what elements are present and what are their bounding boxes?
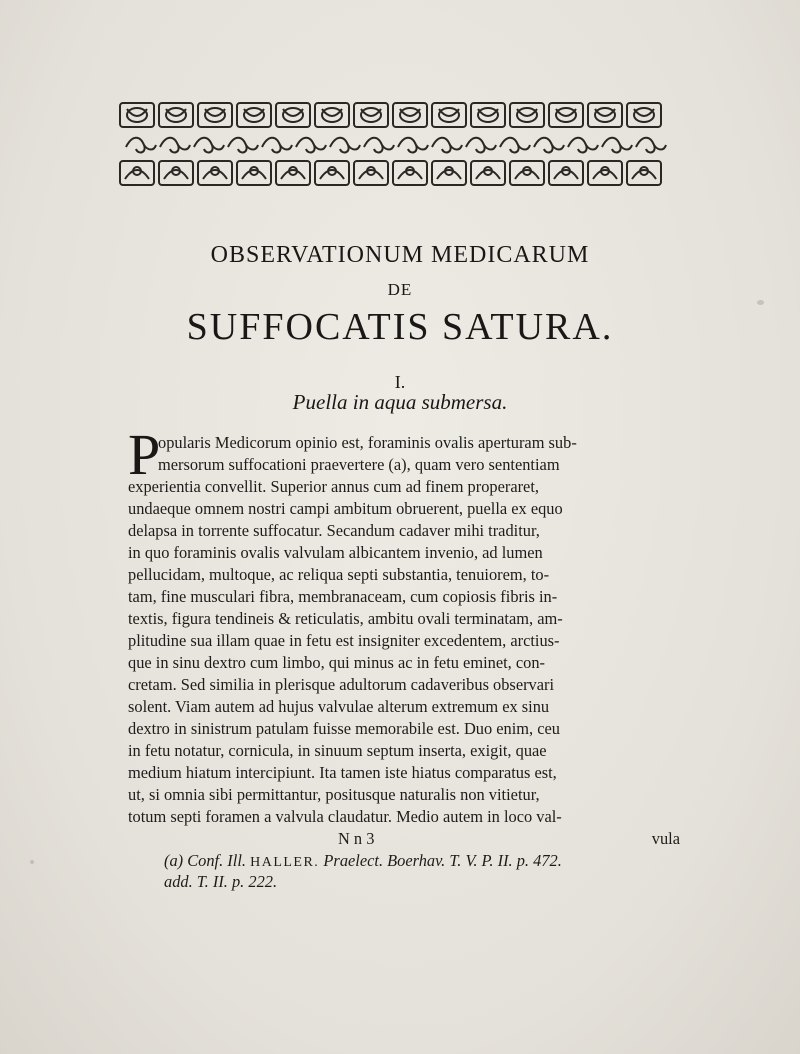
- ornament-row-middle: [126, 138, 666, 153]
- text-line: medium hiatum intercipiunt. Ita tamen iste hiatus comparatus est,: [128, 763, 557, 782]
- ornament-medallion: [315, 161, 349, 185]
- ornament-medallion: [627, 103, 661, 127]
- catchword: vula: [651, 829, 680, 848]
- decorative-headpiece: [112, 95, 672, 195]
- section-title: Puella in aqua submersa.: [292, 390, 508, 414]
- footnote-line-1: [128, 850, 680, 871]
- ornament-medallion: [120, 103, 154, 127]
- heading-observationum: OBSERVATIONUM MEDICARUM: [210, 242, 590, 268]
- ornament-scroll: [262, 138, 292, 153]
- ornament-medallion: [549, 103, 583, 127]
- page-footer-marks: [128, 828, 680, 850]
- ornament-row-bottom: [120, 161, 661, 185]
- ornament-scroll: [500, 138, 530, 153]
- drop-cap: P: [128, 422, 161, 487]
- paper-stain: [30, 860, 34, 864]
- text-line: in quo foraminis ovalis valvulam albicantem invenio, ad lumen: [128, 543, 543, 562]
- ornament-medallion: [471, 161, 505, 185]
- ornament-medallion: [393, 161, 427, 185]
- footnote-author: HALLER.: [250, 855, 320, 870]
- text-line: experientia convellit. Superior annus cum ad finem properaret,: [128, 477, 539, 496]
- ornament-medallion: [276, 103, 310, 127]
- signature-mark: N n 3: [338, 829, 375, 848]
- ornament-medallion: [549, 161, 583, 185]
- ornament-medallion: [432, 103, 466, 127]
- ornament-scroll: [228, 138, 258, 153]
- ornament-medallion: [237, 161, 271, 185]
- footnote-line-2: add. T. II. p. 222.: [164, 872, 278, 891]
- footnote-mark: (a): [164, 851, 184, 870]
- ornament-scroll: [194, 138, 224, 153]
- ornament-medallion: [198, 161, 232, 185]
- text-line: mersorum suffocationi praevertere (a), quam vero sententiam: [158, 455, 560, 474]
- ornament-medallion: [354, 161, 388, 185]
- text-line: opularis Medicorum opinio est, foraminis ovalis aperturam sub-: [158, 433, 577, 452]
- section-number: I.: [394, 372, 406, 392]
- ornament-medallion: [393, 103, 427, 127]
- ornament-scroll: [602, 138, 632, 153]
- paper-stain: [757, 300, 764, 305]
- text-line: dextro in sinistrum patulam fuisse memorabile est. Duo enim, ceu: [128, 719, 560, 738]
- ornament-medallion: [471, 103, 505, 127]
- text-line: in fetu notatur, cornicula, in sinuum septum inserta, exigit, quae: [128, 741, 547, 760]
- ornament-medallion: [510, 161, 544, 185]
- ornament-medallion: [276, 161, 310, 185]
- ornament-medallion: [588, 161, 622, 185]
- ornament-row-top: [120, 103, 661, 127]
- ornament-medallion: [198, 103, 232, 127]
- ornament-scroll: [398, 138, 428, 153]
- ornament-medallion: [159, 161, 193, 185]
- text-line: pellucidam, multoque, ac reliqua septi substantia, tenuiorem, to-: [128, 565, 550, 584]
- text-line: tam, fine musculari fibra, membranaceam, cum copiosis fibris in-: [128, 587, 558, 606]
- ornament-scroll: [126, 138, 156, 153]
- ornament-scroll: [534, 138, 564, 153]
- ornament-medallion: [237, 103, 271, 127]
- ornament-scroll: [296, 138, 326, 153]
- ornament-scroll: [160, 138, 190, 153]
- ornament-medallion: [510, 103, 544, 127]
- text-line: totum septi foramen a valvula claudatur. Medio autem in loco val-: [128, 807, 562, 826]
- heading-de: DE: [387, 280, 413, 299]
- text-line: solent. Viam autem ad hujus valvulae alterum extremum ex sinu: [128, 697, 550, 716]
- footnote-ref-pre: Conf. Ill.: [187, 851, 246, 870]
- ornament-scroll: [568, 138, 598, 153]
- ornament-scroll: [636, 138, 666, 153]
- text-line: textis, figura tendineis & reticulatis, ambitu ovali terminatam, am-: [128, 609, 563, 628]
- ornament-scroll: [466, 138, 496, 153]
- heading-suffocatis: SUFFOCATIS SATURA.: [186, 306, 614, 348]
- text-line: que in sinu dextro cum limbo, qui minus ac in fetu eminet, con-: [128, 653, 545, 672]
- ornament-medallion: [432, 161, 466, 185]
- text-line: ut, si omnia sibi permittantur, positusque naturalis non vitietur,: [128, 785, 540, 804]
- body-text: [128, 422, 680, 892]
- text-line: undaeque omnem nostri campi ambitum obruerent, puella ex equo: [128, 499, 563, 518]
- text-line: delapsa in torrente suffocatur. Secandum cadaver mihi traditur,: [128, 521, 540, 540]
- ornament-medallion: [120, 161, 154, 185]
- ornament-scroll: [330, 138, 360, 153]
- ornament-medallion: [159, 103, 193, 127]
- ornament-medallion: [315, 103, 349, 127]
- ornament-scroll: [364, 138, 394, 153]
- ornament-medallion: [354, 103, 388, 127]
- ornament-medallion: [588, 103, 622, 127]
- ornament-medallion: [627, 161, 661, 185]
- ornament-scroll: [432, 138, 462, 153]
- paper-stain: [480, 620, 483, 623]
- text-line: cretam. Sed similia in plerisque adultorum cadaveribus observari: [128, 675, 555, 694]
- text-line: plitudine sua illam quae in fetu est insigniter excedentem, arctius-: [128, 631, 560, 650]
- footnote-ref-post: Praelect. Boerhav. T. V. P. II. p. 472.: [323, 851, 562, 870]
